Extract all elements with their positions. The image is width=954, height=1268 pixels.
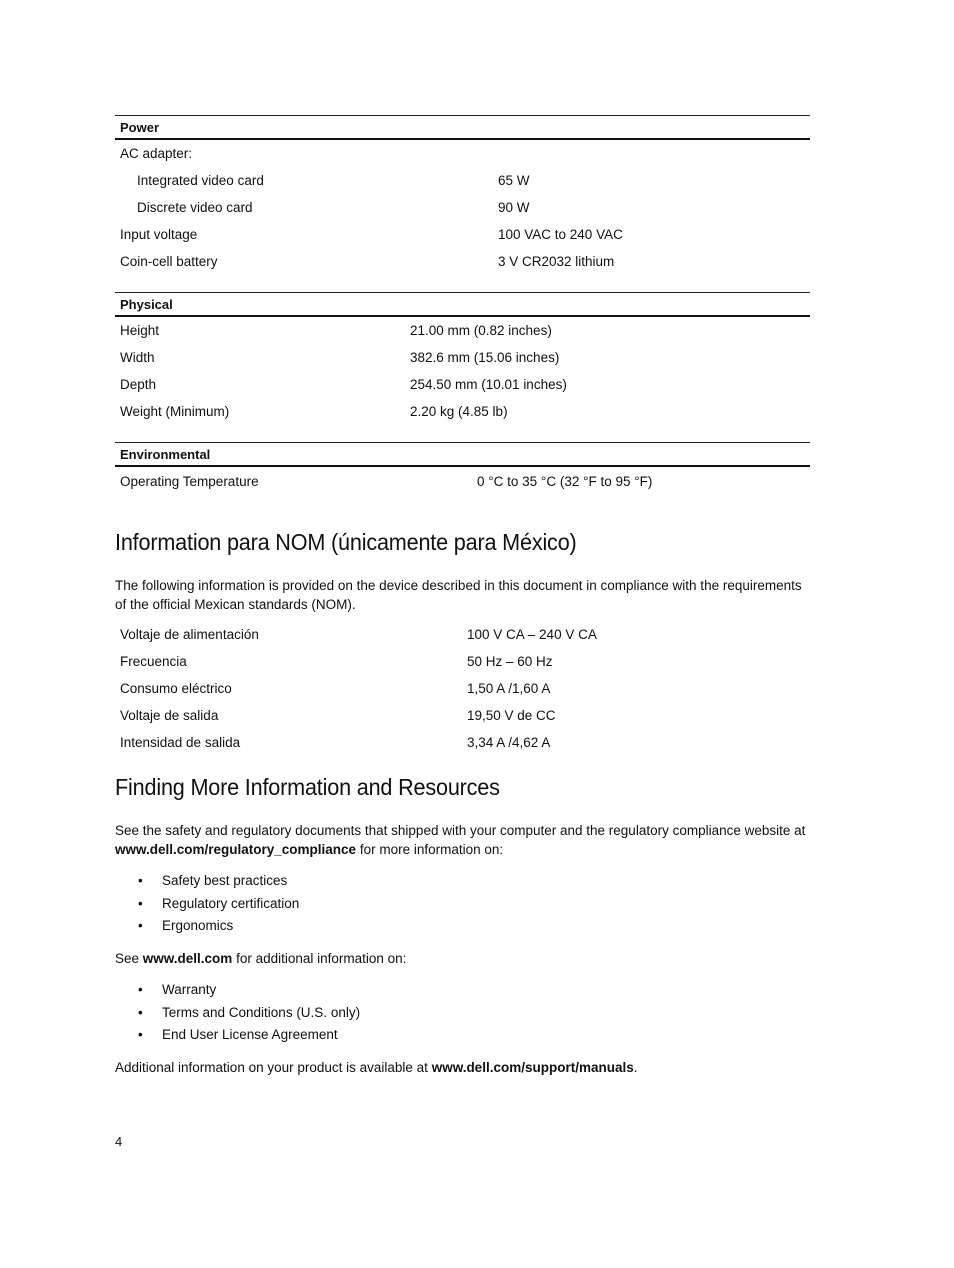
row-value: 100 VAC to 240 VAC [498, 227, 623, 242]
table-row [115, 344, 810, 371]
row-label: Integrated video card [137, 173, 264, 188]
bullet: • [138, 895, 143, 911]
row-value: 19,50 V de CC [467, 708, 556, 723]
paragraph-text: for more information on: [356, 842, 504, 857]
paragraph-text: . [633, 1060, 638, 1075]
row-value: 3,34 A /4,62 A [467, 735, 551, 750]
paragraph-text: See [115, 951, 143, 966]
bullet: • [138, 918, 143, 933]
row-label: Coin-cell battery [120, 254, 218, 269]
power-table [115, 115, 810, 275]
row-value: 100 V CA – 240 V CA [467, 627, 597, 642]
row-value: 3 V CR2032 lithium [498, 254, 615, 269]
environmental-table [115, 442, 810, 495]
list-item-text: Terms and Conditions (U.S. only) [162, 1004, 361, 1020]
resources-section-title: Finding More Information and Resources [115, 774, 500, 800]
list-item-text: Safety best practices [162, 873, 288, 888]
row-label: Operating Temperature [120, 474, 259, 489]
list-item [115, 1024, 360, 1047]
row-label: Depth [120, 377, 157, 392]
row-label: Voltaje de alimentación [120, 627, 259, 642]
row-value: 2.20 kg (4.85 lb) [410, 404, 508, 419]
support-manuals-link[interactable]: www.dell.com/support/manuals [431, 1060, 634, 1075]
table-row [115, 167, 810, 194]
additional-info-list [115, 979, 360, 1047]
page-number: 4 [115, 1134, 123, 1149]
row-label: Consumo eléctrico [120, 681, 232, 696]
row-value: 254.50 mm (10.01 inches) [410, 377, 567, 392]
regulatory-topics-list [115, 870, 299, 938]
regulatory-paragraph [115, 821, 815, 859]
row-value: 0 °C to 35 °C (32 °F to 95 °F) [477, 474, 653, 489]
list-item [115, 870, 299, 893]
table-row [115, 221, 810, 248]
physical-table-heading: Physical [115, 292, 810, 317]
nom-table [115, 621, 810, 756]
paragraph-text: See the safety and regulatory documents that shipped with your computer and the regulatory compliance website at [115, 823, 806, 838]
table-row [115, 648, 810, 675]
bullet: • [138, 1004, 143, 1020]
bullet: • [138, 1027, 143, 1042]
row-label: Frecuencia [120, 654, 187, 669]
manuals-paragraph [115, 1058, 815, 1077]
paragraph-text: Additional information on your product is available at [115, 1060, 432, 1075]
list-item-text: End User License Agreement [162, 1027, 338, 1042]
row-value: 50 Hz – 60 Hz [467, 654, 553, 669]
table-row [115, 371, 810, 398]
row-label: Discrete video card [137, 200, 253, 215]
regulatory-compliance-link[interactable]: www.dell.com/regulatory_compliance [115, 842, 357, 857]
row-label: AC adapter: [120, 146, 193, 161]
table-row [115, 729, 810, 756]
row-label: Height [120, 323, 160, 338]
list-item-text: Warranty [162, 982, 217, 997]
bullet: • [138, 982, 143, 997]
list-item [115, 893, 299, 916]
table-row [115, 675, 810, 702]
physical-table [115, 292, 810, 425]
table-row [115, 702, 810, 729]
row-label: Input voltage [120, 227, 198, 242]
paragraph-text: for additional information on: [232, 951, 407, 966]
list-item-text: Ergonomics [162, 918, 234, 933]
table-row [115, 398, 810, 425]
nom-section-title: Information para NOM (únicamente para México) [115, 529, 577, 555]
table-row [115, 468, 810, 495]
table-row [115, 248, 810, 275]
power-table-heading: Power [115, 115, 810, 140]
list-item [115, 979, 360, 1002]
list-item-text: Regulatory certification [162, 895, 300, 911]
table-row [115, 140, 810, 167]
row-label: Width [120, 350, 155, 365]
row-value: 21.00 mm (0.82 inches) [410, 323, 552, 338]
bullet: • [138, 873, 143, 888]
table-row [115, 194, 810, 221]
dell-info-paragraph [115, 949, 815, 968]
row-label: Intensidad de salida [120, 735, 241, 750]
row-value: 1,50 A /1,60 A [467, 681, 551, 696]
list-item [115, 915, 299, 938]
table-row [115, 317, 810, 344]
environmental-table-heading: Environmental [115, 442, 810, 467]
row-value: 382.6 mm (15.06 inches) [410, 350, 560, 365]
dell-website-link[interactable]: www.dell.com [142, 951, 233, 966]
row-label: Voltaje de salida [120, 708, 219, 723]
row-value: 90 W [498, 200, 530, 215]
row-label: Weight (Minimum) [120, 404, 230, 419]
nom-intro-paragraph: The following information is provided on the device described in this document in compliance with the requirements of the official Mexican standards (NOM). [115, 578, 802, 612]
table-row [115, 621, 810, 648]
row-value: 65 W [498, 173, 530, 188]
list-item [115, 1002, 360, 1025]
